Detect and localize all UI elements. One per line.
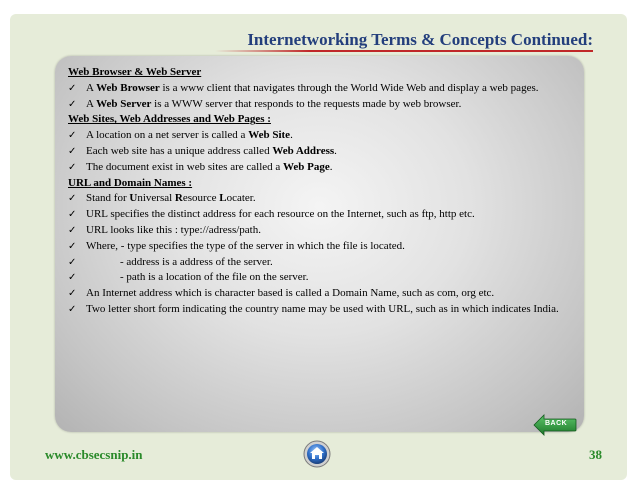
- checkmark-icon: ✓: [68, 130, 77, 142]
- bold-term: Web Address: [272, 144, 335, 157]
- section-heading: URL and Domain Names :: [68, 176, 193, 189]
- bullet-text: Two letter short form indicating the country name may be used with URL, such as in which indicates India.: [86, 302, 559, 315]
- bullet-text: - address is a address of the server.: [120, 255, 273, 268]
- checkmark-icon: ✓: [68, 98, 77, 110]
- home-button[interactable]: [302, 440, 332, 468]
- bullet-item: [68, 81, 588, 97]
- bullet-text: URL looks like this : type://adress/path.: [86, 223, 261, 236]
- bullet-item: [68, 239, 588, 255]
- checkmark-icon: ✓: [68, 256, 77, 268]
- bullet-text: A: [86, 97, 97, 110]
- bullet-item: [68, 255, 588, 271]
- checkmark-icon: ✓: [68, 224, 77, 236]
- checkmark-icon: ✓: [68, 288, 77, 300]
- bullet-item: [68, 191, 588, 207]
- home-icon: [302, 440, 332, 468]
- bullet-text: Each web site has a unique address called: [86, 144, 273, 157]
- bullet-item: [68, 128, 588, 144]
- bullet-text: Where, - type specifies the type of the server in which the file is located.: [86, 239, 405, 252]
- bullet-text: The document exist in web sites are called a: [86, 160, 284, 173]
- bullet-text: is a WWW server that responds to the requests made by web browser.: [151, 97, 462, 110]
- back-label: BACK: [545, 420, 568, 427]
- back-button[interactable]: [533, 413, 577, 437]
- bold-term: U: [129, 192, 138, 205]
- bullet-item: [68, 270, 588, 286]
- bullet-text: niversal: [137, 192, 175, 205]
- slide-title: Internetworking Terms & Concepts Continued:: [247, 30, 593, 49]
- bold-term: R: [174, 192, 183, 205]
- checkmark-icon: ✓: [68, 193, 77, 205]
- bold-term: Web Site: [248, 129, 291, 142]
- bullet-item: [68, 223, 588, 239]
- bullet-item: [68, 160, 588, 176]
- bullet-text: is a www client that navigates through the World Wide Web and display a web pages.: [159, 81, 539, 94]
- bullet-text: - path is a location of the file on the server.: [120, 271, 309, 284]
- bold-term: Web Page: [283, 160, 330, 173]
- bold-term: L: [219, 192, 227, 205]
- page-number: 38: [589, 447, 602, 462]
- section-heading: Web Browser & Web Server: [68, 66, 202, 78]
- bullet-text: .: [334, 144, 337, 157]
- section-heading: Web Sites, Web Addresses and Web Pages :: [68, 113, 271, 126]
- checkmark-icon: ✓: [68, 145, 77, 157]
- checkmark-icon: ✓: [68, 303, 77, 315]
- bullet-item: [68, 286, 588, 302]
- checkmark-icon: ✓: [68, 209, 77, 221]
- title-bar: [215, 30, 593, 50]
- footer-website[interactable]: www.cbsecsnip.in: [45, 447, 143, 462]
- bullet-item: [68, 302, 588, 318]
- bullet-text: Stand for: [86, 192, 130, 205]
- bullet-item: [68, 144, 588, 160]
- bullet-item: [68, 207, 588, 223]
- checkmark-icon: ✓: [68, 272, 77, 284]
- bold-term: Web Browser: [96, 81, 160, 94]
- checkmark-icon: ✓: [68, 240, 77, 252]
- bullet-text: esource: [182, 192, 220, 205]
- bullet-text: .: [290, 129, 293, 142]
- bullet-text: ocater.: [226, 192, 256, 205]
- bullet-item: [68, 97, 588, 113]
- bold-term: Web Server: [96, 97, 152, 110]
- bullet-text: A: [86, 81, 97, 94]
- checkmark-icon: ✓: [68, 161, 77, 173]
- bullet-text: URL specifies the distinct address for each resource on the Internet, such as ftp, http etc.: [86, 208, 475, 221]
- bullet-text: An Internet address which is character based is called a Domain Name, such as com, org etc.: [86, 287, 495, 300]
- title-underline: [215, 50, 593, 52]
- bullet-text: .: [329, 160, 333, 173]
- slide-content: [68, 65, 588, 318]
- bullet-text: A location on a net server is called a: [86, 129, 249, 142]
- checkmark-icon: ✓: [68, 82, 77, 94]
